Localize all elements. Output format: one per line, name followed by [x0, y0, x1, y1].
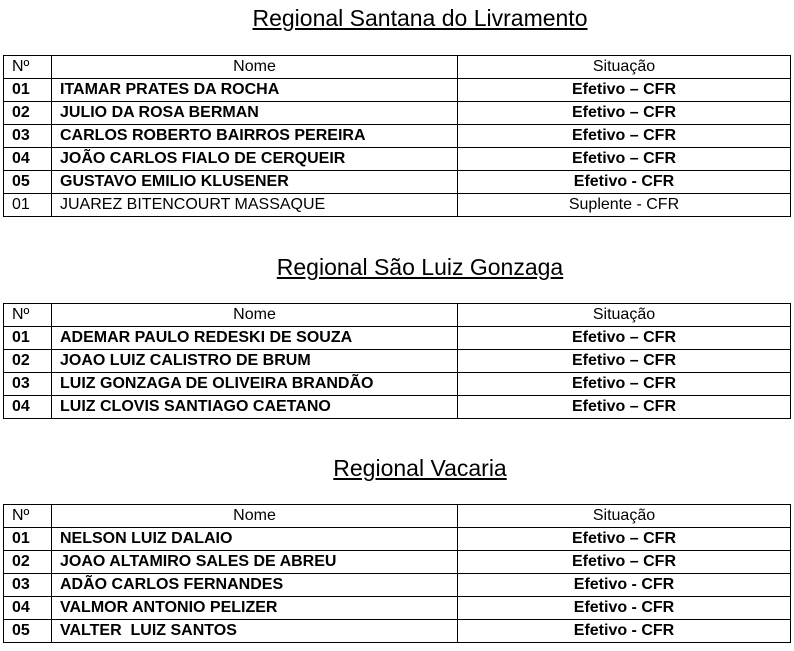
- row-name: JUAREZ BITENCOURT MASSAQUE: [52, 194, 458, 217]
- table-row: [4, 528, 791, 551]
- row-num: 01: [4, 194, 52, 217]
- table-row: [4, 396, 791, 419]
- row-name: NELSON LUIZ DALAIO: [52, 528, 458, 551]
- table-header-row: [4, 56, 791, 79]
- row-num: 01: [4, 528, 52, 551]
- row-status: Efetivo – CFR: [458, 350, 791, 373]
- row-name: ADEMAR PAULO REDESKI DE SOUZA: [52, 327, 458, 350]
- row-status: Efetivo - CFR: [458, 620, 791, 643]
- header-name: Nome: [52, 56, 458, 79]
- row-name: JULIO DA ROSA BERMAN: [52, 102, 458, 125]
- row-num: 01: [4, 79, 52, 102]
- row-num: 02: [4, 350, 52, 373]
- table-row: [4, 148, 791, 171]
- header-status: Situação: [458, 505, 791, 528]
- row-num: 02: [4, 551, 52, 574]
- row-name: ITAMAR PRATES DA ROCHA: [52, 79, 458, 102]
- members-table: [3, 504, 791, 643]
- header-name: Nome: [52, 304, 458, 327]
- row-num: 05: [4, 620, 52, 643]
- row-name: LUIZ GONZAGA DE OLIVEIRA BRANDÃO: [52, 373, 458, 396]
- row-name: ADÃO CARLOS FERNANDES: [52, 574, 458, 597]
- row-status: Suplente - CFR: [458, 194, 791, 217]
- header-status: Situação: [458, 56, 791, 79]
- table-row: [4, 350, 791, 373]
- table-row: [4, 551, 791, 574]
- table-header-row: [4, 304, 791, 327]
- table-row: [4, 171, 791, 194]
- row-name: VALMOR ANTONIO PELIZER: [52, 597, 458, 620]
- row-name: LUIZ CLOVIS SANTIAGO CAETANO: [52, 396, 458, 419]
- row-status: Efetivo – CFR: [458, 528, 791, 551]
- header-num: Nº: [4, 56, 52, 79]
- table-row: [4, 597, 791, 620]
- row-status: Efetivo – CFR: [458, 373, 791, 396]
- row-name: CARLOS ROBERTO BAIRROS PEREIRA: [52, 125, 458, 148]
- table-header-row: [4, 505, 791, 528]
- table-row: [4, 125, 791, 148]
- row-status: Efetivo – CFR: [458, 125, 791, 148]
- row-num: 04: [4, 597, 52, 620]
- row-status: Efetivo – CFR: [458, 551, 791, 574]
- table-row: [4, 373, 791, 396]
- row-num: 05: [4, 171, 52, 194]
- row-status: Efetivo - CFR: [458, 597, 791, 620]
- members-table: [3, 55, 791, 217]
- header-name: Nome: [52, 505, 458, 528]
- row-status: Efetivo – CFR: [458, 102, 791, 125]
- row-status: Efetivo – CFR: [458, 396, 791, 419]
- header-status: Situação: [458, 304, 791, 327]
- row-name: JOAO LUIZ CALISTRO DE BRUM: [52, 350, 458, 373]
- table-row: [4, 194, 791, 217]
- header-num: Nº: [4, 304, 52, 327]
- row-num: 04: [4, 396, 52, 419]
- row-num: 03: [4, 574, 52, 597]
- row-status: Efetivo – CFR: [458, 148, 791, 171]
- table-row: [4, 79, 791, 102]
- row-status: Efetivo – CFR: [458, 327, 791, 350]
- row-num: 03: [4, 373, 52, 396]
- table-row: [4, 327, 791, 350]
- members-table: [3, 303, 791, 419]
- row-name: JOAO ALTAMIRO SALES DE ABREU: [52, 551, 458, 574]
- table-row: [4, 574, 791, 597]
- row-status: Efetivo - CFR: [458, 574, 791, 597]
- row-status: Efetivo – CFR: [458, 79, 791, 102]
- section-title: Regional Vacaria: [333, 455, 507, 481]
- row-num: 04: [4, 148, 52, 171]
- row-name: VALTER LUIZ SANTOS: [52, 620, 458, 643]
- row-num: 02: [4, 102, 52, 125]
- row-num: 01: [4, 327, 52, 350]
- row-num: 03: [4, 125, 52, 148]
- table-row: [4, 620, 791, 643]
- table-row: [4, 102, 791, 125]
- row-status: Efetivo - CFR: [458, 171, 791, 194]
- row-name: JOÃO CARLOS FIALO DE CERQUEIR: [52, 148, 458, 171]
- section-title: Regional Santana do Livramento: [252, 5, 588, 31]
- section-title: Regional São Luiz Gonzaga: [276, 254, 564, 280]
- row-name: GUSTAVO EMILIO KLUSENER: [52, 171, 458, 194]
- header-num: Nº: [4, 505, 52, 528]
